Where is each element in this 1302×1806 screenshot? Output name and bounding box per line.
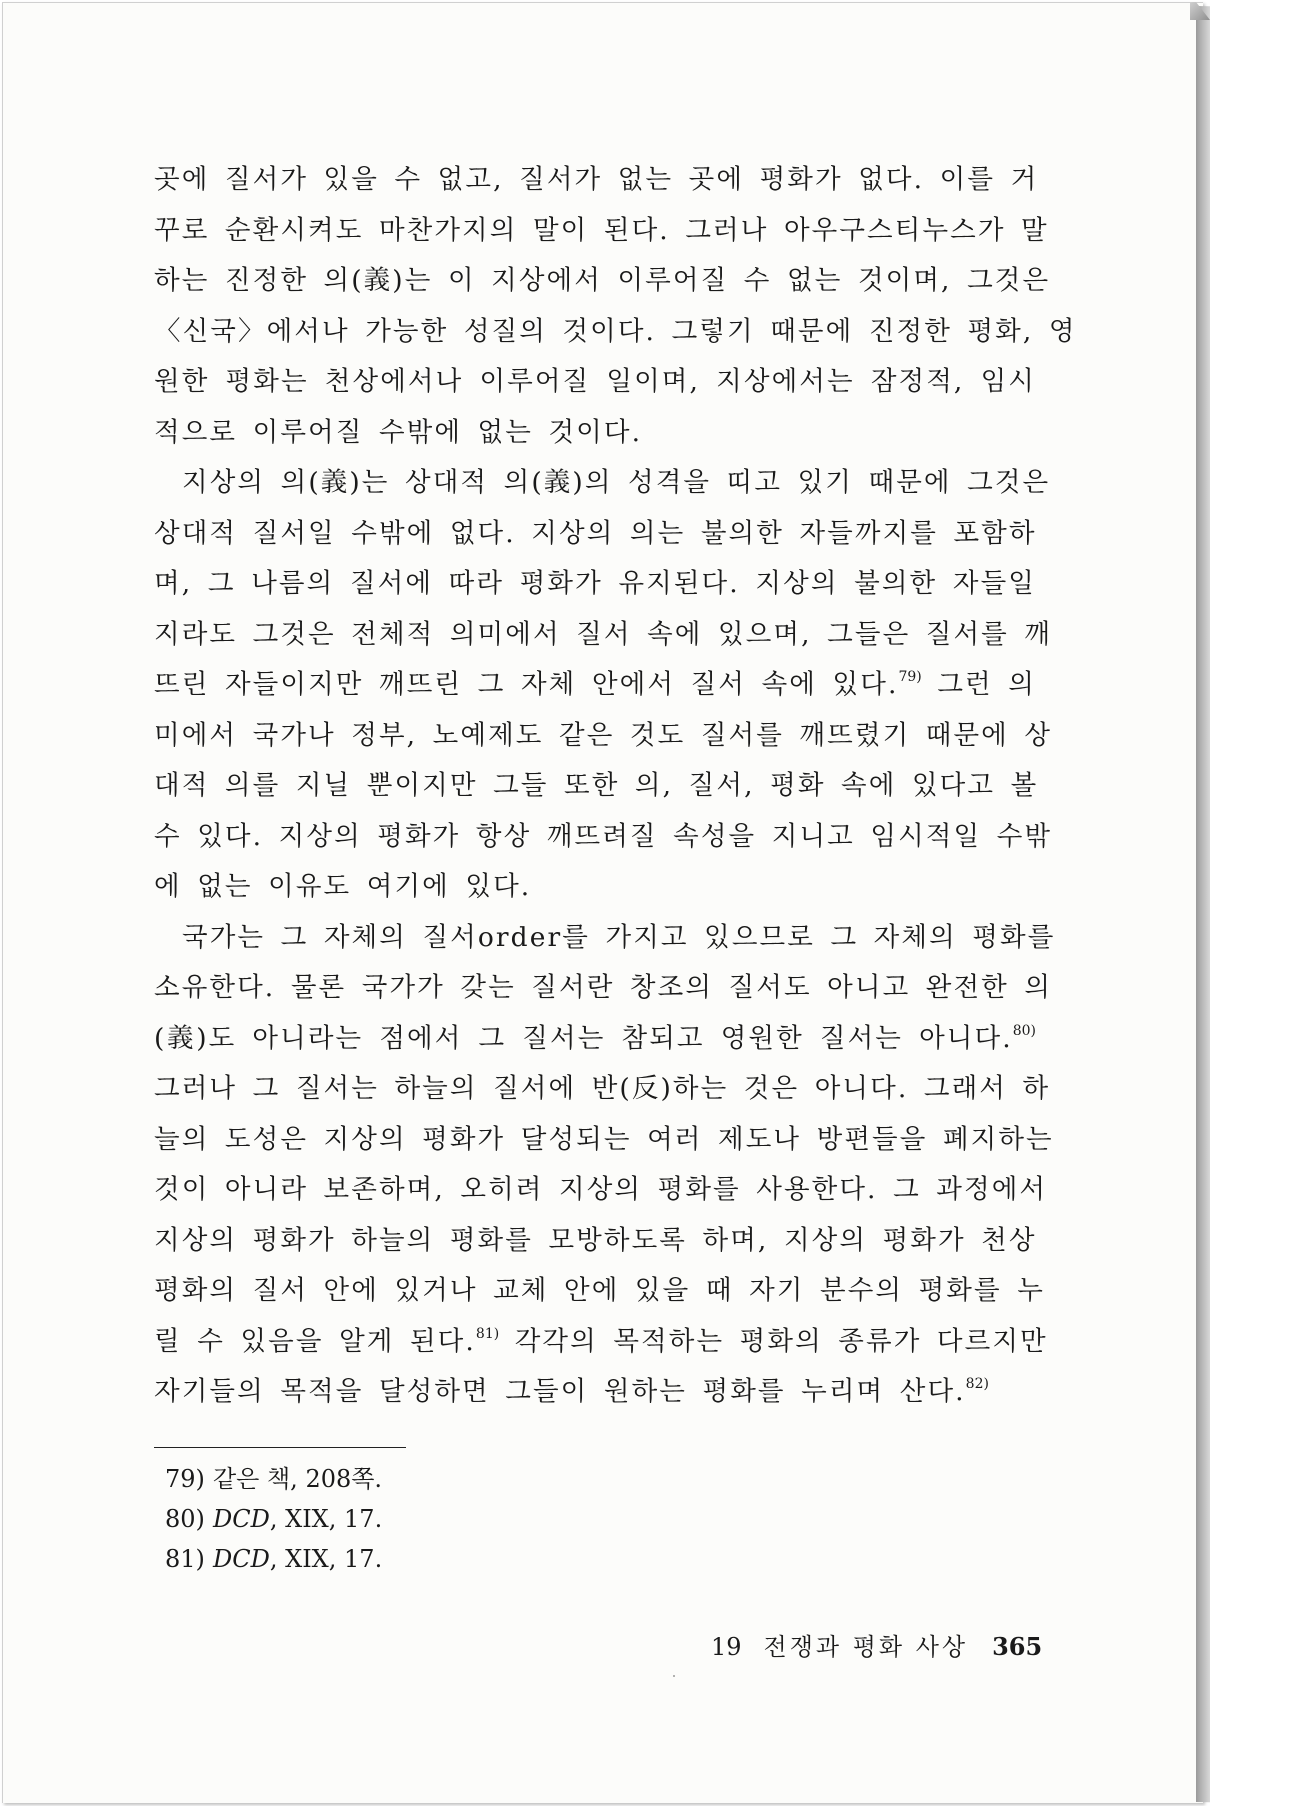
text-line: 곳에 질서가 있을 수 없고, 질서가 없는 곳에 평화가 없다. 이를 거 [154, 164, 1039, 195]
text-line: 수 있다. 지상의 평화가 항상 깨뜨려질 속성을 지니고 임시적일 수밖 [154, 820, 1053, 852]
text-line [154, 1317, 1048, 1368]
footnote-source: DCD [213, 1505, 270, 1533]
footnote-ref: 82) [965, 1376, 989, 1392]
text-line: 것이 아니라 보존하며, 오히려 지상의 평화를 사용한다. 그 과정에서 [154, 1174, 1048, 1205]
text-line: 국가는 그 자체의 질서order를 가지고 있으므로 그 자체의 평화를 [182, 921, 1056, 953]
footnote-number: 80) [165, 1505, 205, 1533]
text-segment: 자기들의 목적을 달성하면 그들이 원하는 평화를 누리며 산다. [154, 1376, 966, 1407]
footnote [165, 1539, 382, 1579]
footnotes [165, 1459, 382, 1579]
text-line: 평화의 질서 안에 있거나 교체 안에 있을 때 자기 분수의 평화를 누 [154, 1275, 1045, 1306]
text-line: 꾸로 순환시켜도 마찬가지의 말이 된다. 그러나 아우구스티누스가 말 [154, 214, 1049, 246]
text-line: 대적 의를 지닐 뿐이지만 그들 또한 의, 질서, 평화 속에 있다고 볼 [154, 770, 1039, 801]
text-segment: 뜨린 자들이지만 깨뜨린 그 자체 안에서 질서 속에 있다. [154, 669, 899, 700]
text-line [154, 660, 1036, 711]
footnote [165, 1459, 382, 1499]
footnote-text: , XIX, 17. [269, 1505, 383, 1533]
book-page [2, 2, 1203, 1803]
footnote-source: DCD [213, 1545, 270, 1573]
text-line [154, 1367, 1036, 1418]
running-footer [711, 1627, 1042, 1662]
footnote-number: 79) [165, 1465, 205, 1493]
body-text [154, 155, 1077, 1418]
text-segment: 그런 의 [937, 669, 1036, 700]
chapter-title: 전쟁과 평화 사상 [763, 1633, 969, 1661]
text-line: 지상의 의(義)는 상대적 의(義)의 성격을 띠고 있기 때문에 그것은 [182, 467, 1051, 498]
text-line: 며, 그 나름의 질서에 따라 평화가 유지된다. 지상의 불의한 자들일 [154, 568, 1036, 599]
text-line: 미에서 국가나 정부, 노예제도 같은 것도 질서를 깨뜨렸기 때문에 상 [154, 719, 1053, 751]
text-segment: 릴 수 있음을 알게 된다. [154, 1325, 476, 1357]
text-line: 하는 진정한 의(義)는 이 지상에서 이루어질 수 없는 것이며, 그것은 [154, 265, 1051, 296]
footnote-number: 81) [165, 1545, 205, 1573]
page-edge-shadow [1196, 6, 1210, 1802]
text-segment: 각각의 목적하는 평화의 종류가 다르지만 [514, 1325, 1048, 1357]
text-line: 에 없는 이유도 여기에 있다. [154, 871, 532, 902]
footnote-ref: 81) [475, 1325, 500, 1342]
text-line: 늘의 도성은 지상의 평화가 달성되는 여러 제도나 방편들을 폐지하는 [154, 1123, 1054, 1155]
text-segment: (義)도 아니라는 점에서 그 질서는 참되고 영원한 질서는 아니다. [154, 1022, 1013, 1054]
text-line: 〈신국〉에서나 가능한 성질의 것이다. 그렇기 때문에 진정한 평화, 영 [154, 315, 1077, 347]
footnote-ref: 80) [1012, 1022, 1036, 1039]
text-line: 지라도 그것은 전체적 의미에서 질서 속에 있으며, 그들은 질서를 깨 [154, 618, 1053, 650]
footnote-divider [154, 1447, 406, 1448]
text-line [154, 1014, 1036, 1065]
footnote [165, 1499, 382, 1539]
footnote-text: 같은 책, 208쪽. [213, 1465, 383, 1493]
page-number: 365 [992, 1632, 1043, 1661]
footnote-ref: 79) [898, 669, 922, 685]
text-line: 지상의 평화가 하늘의 평화를 모방하도록 하며, 지상의 평화가 천상 [154, 1224, 1037, 1256]
footnote-text: , XIX, 17. [269, 1545, 383, 1573]
text-line: 그러나 그 질서는 하늘의 질서에 반(反)하는 것은 아니다. 그래서 하 [154, 1073, 1051, 1104]
text-line: 원한 평화는 천상에서나 이루어질 일이며, 지상에서는 잠정적, 임시 [154, 366, 1036, 397]
scan-speck [673, 1675, 675, 1677]
text-line: 소유한다. 물론 국가가 갖는 질서란 창조의 질서도 아니고 완전한 의 [154, 972, 1053, 1003]
text-line: 적으로 이루어질 수밖에 없는 것이다. [154, 416, 643, 448]
chapter-number: 19 [711, 1633, 742, 1661]
text-line: 상대적 질서일 수밖에 없다. 지상의 의는 불의한 자들까지를 포함하 [154, 517, 1037, 549]
